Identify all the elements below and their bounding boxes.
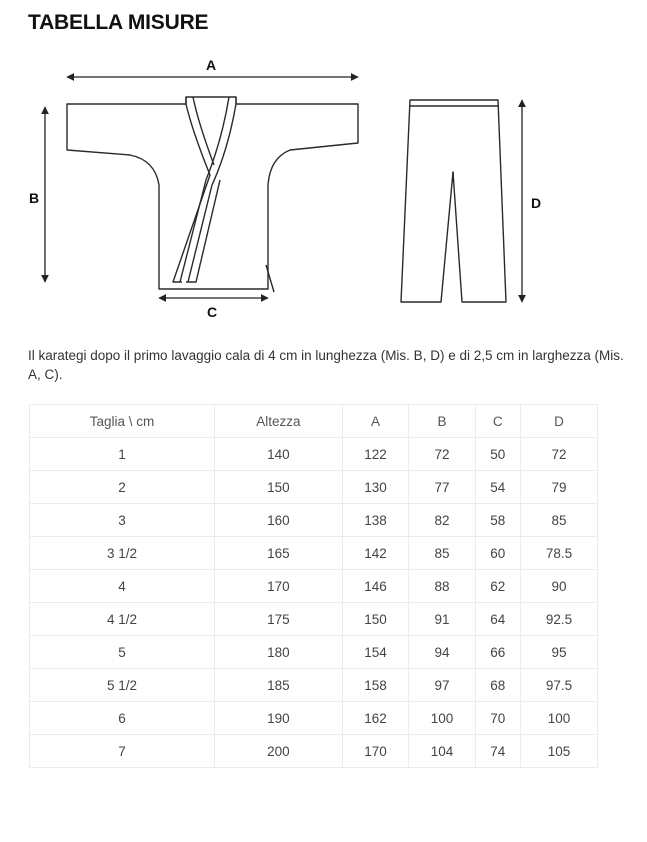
table-cell: 88 xyxy=(409,570,475,603)
table-cell: 150 xyxy=(342,603,408,636)
jacket-outline xyxy=(67,97,358,292)
column-header: B xyxy=(409,405,475,438)
table-cell: 50 xyxy=(475,438,520,471)
label-d: D xyxy=(531,195,542,211)
table-cell: 95 xyxy=(520,636,597,669)
table-cell: 1 xyxy=(30,438,215,471)
table-cell: 70 xyxy=(475,702,520,735)
table-cell: 94 xyxy=(409,636,475,669)
table-cell: 104 xyxy=(409,735,475,768)
table-row xyxy=(30,537,598,570)
table-row xyxy=(30,669,598,702)
column-header: A xyxy=(342,405,408,438)
table-cell: 105 xyxy=(520,735,597,768)
table-cell: 140 xyxy=(215,438,343,471)
column-header: Taglia \ cm xyxy=(30,405,215,438)
label-c: C xyxy=(207,304,218,320)
column-header: D xyxy=(520,405,597,438)
table-cell: 138 xyxy=(342,504,408,537)
table-cell: 85 xyxy=(409,537,475,570)
table-cell: 175 xyxy=(215,603,343,636)
table-cell: 5 1/2 xyxy=(30,669,215,702)
table-cell: 100 xyxy=(520,702,597,735)
table-cell: 62 xyxy=(475,570,520,603)
table-cell: 58 xyxy=(475,504,520,537)
pants-outline xyxy=(401,100,506,302)
table-cell: 74 xyxy=(475,735,520,768)
table-cell: 100 xyxy=(409,702,475,735)
table-row xyxy=(30,702,598,735)
page-title: TABELLA MISURE xyxy=(28,11,209,34)
table-cell: 72 xyxy=(409,438,475,471)
table-row xyxy=(30,438,598,471)
table-cell: 146 xyxy=(342,570,408,603)
table-cell: 92.5 xyxy=(520,603,597,636)
table-cell: 60 xyxy=(475,537,520,570)
label-b: B xyxy=(29,190,40,206)
table-cell: 158 xyxy=(342,669,408,702)
table-cell: 150 xyxy=(215,471,343,504)
table-row xyxy=(30,504,598,537)
table-cell: 85 xyxy=(520,504,597,537)
table-cell: 82 xyxy=(409,504,475,537)
table-cell: 66 xyxy=(475,636,520,669)
table-cell: 170 xyxy=(215,570,343,603)
shrinkage-note: Il karategi dopo il primo lavaggio cala di 4 cm in lunghezza (Mis. B, D) e di 2,5 cm in larghezza (Mis. A, C). xyxy=(28,348,624,382)
table-cell: 165 xyxy=(215,537,343,570)
table-cell: 122 xyxy=(342,438,408,471)
table-cell: 3 xyxy=(30,504,215,537)
table-cell: 170 xyxy=(342,735,408,768)
size-diagram xyxy=(0,0,647,330)
table-row xyxy=(30,636,598,669)
table-row xyxy=(30,735,598,768)
table-cell: 4 1/2 xyxy=(30,603,215,636)
table-cell: 68 xyxy=(475,669,520,702)
table-cell: 5 xyxy=(30,636,215,669)
table-cell: 190 xyxy=(215,702,343,735)
table-cell: 54 xyxy=(475,471,520,504)
size-table xyxy=(29,404,598,768)
table-cell: 4 xyxy=(30,570,215,603)
table-cell: 185 xyxy=(215,669,343,702)
table-cell: 77 xyxy=(409,471,475,504)
table-cell: 64 xyxy=(475,603,520,636)
table-cell: 154 xyxy=(342,636,408,669)
table-cell: 97.5 xyxy=(520,669,597,702)
table-cell: 130 xyxy=(342,471,408,504)
table-cell: 3 1/2 xyxy=(30,537,215,570)
table-cell: 91 xyxy=(409,603,475,636)
table-cell: 7 xyxy=(30,735,215,768)
table-cell: 6 xyxy=(30,702,215,735)
column-header: Altezza xyxy=(215,405,343,438)
table-cell: 180 xyxy=(215,636,343,669)
column-header: C xyxy=(475,405,520,438)
table-cell: 79 xyxy=(520,471,597,504)
table-cell: 142 xyxy=(342,537,408,570)
table-row xyxy=(30,603,598,636)
table-header-row xyxy=(30,405,598,438)
label-a: A xyxy=(206,57,217,73)
table-row xyxy=(30,471,598,504)
table-cell: 200 xyxy=(215,735,343,768)
table-cell: 97 xyxy=(409,669,475,702)
table-cell: 2 xyxy=(30,471,215,504)
table-cell: 162 xyxy=(342,702,408,735)
table-cell: 78.5 xyxy=(520,537,597,570)
table-cell: 90 xyxy=(520,570,597,603)
table-row xyxy=(30,570,598,603)
table-cell: 72 xyxy=(520,438,597,471)
table-cell: 160 xyxy=(215,504,343,537)
